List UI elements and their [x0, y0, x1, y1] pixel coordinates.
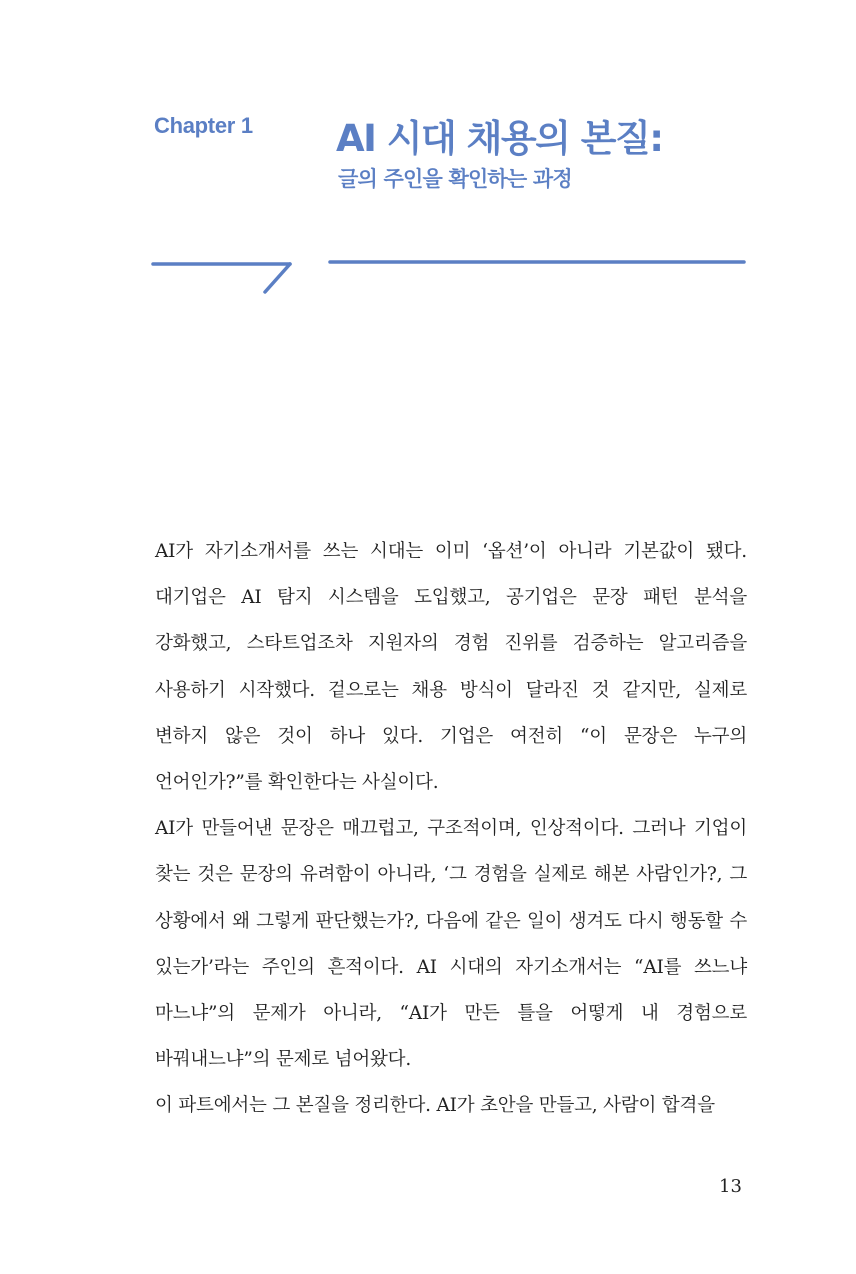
chapter-divider — [0, 0, 856, 310]
body-text — [155, 529, 747, 1130]
page-number: 13 — [719, 1176, 742, 1197]
chapter-title: AI 시대 채용의 본질: — [336, 117, 663, 160]
body-paragraph-3: 이 파트에서는 그 본질을 정리한다. AI가 초안을 만들고, 사람이 합격을 — [155, 1095, 715, 1117]
chapter-subtitle: 글의 주인을 확인하는 과정 — [338, 167, 572, 191]
body-paragraph-1: AI가 자기소개서를 쓰는 시대는 이미 ‘옵션’이 아니라 기본값이 됐다. 대기업은 AI 탐지 시스템을 도입했고, 공기업은 문장 패턴 분석을 강화했고, 스타트업조차 지원자의 경험 진위를 검증하는 알고리즘을 사용하기 시작했다. 겉으로는 채용 방식이 달라진 것 같지만, 실제로 변하지 않은 것이 하나 있다. 기업은 여전히 “이 문장은 누구의 언어인가?”를 확인한다는 사실이다. — [155, 541, 747, 794]
chapter-label: Chapter 1 — [154, 113, 253, 138]
body-paragraph-2: AI가 만들어낸 문장은 매끄럽고, 구조적이며, 인상적이다. 그러나 기업이 찾는 것은 문장의 유려함이 아니라, ‘그 경험을 실제로 해본 사람인가?, 그 상황에서 왜 그렇게 판단했는가?, 다음에 같은 일이 생겨도 다시 행동할 수 있는가’라는 주인의 흔적이다. AI 시대의 자기소개서는 “AI를 쓰느냐 마느냐”의 문제가 아니라, “AI가 만든 틀을 어떻게 내 경험으로 바꿔내느냐”의 문제로 넘어왔다. — [155, 818, 747, 1071]
divider-left-segment — [153, 264, 290, 292]
